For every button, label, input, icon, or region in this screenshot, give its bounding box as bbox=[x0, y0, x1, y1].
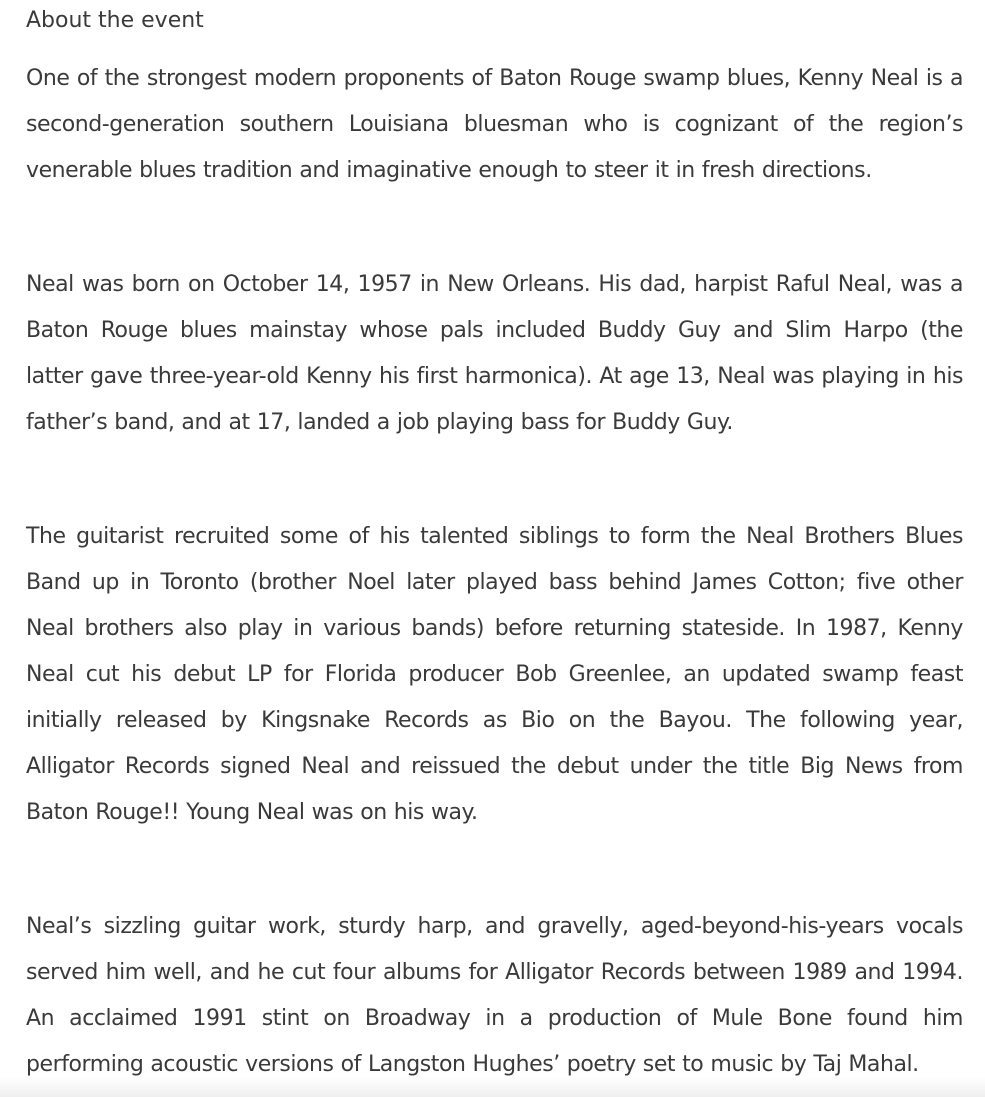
event-description bbox=[26, 0, 963, 1077]
bottom-shadow bbox=[0, 1077, 985, 1097]
paragraph-career-start: The guitarist recruited some of his talented siblings to form the Neal Brothers Blues Band up in Toronto (brother Noel later played bass behind James Cotton; five other Neal brothers also play in various bands) before returning stateside. In 1987, Kenny Neal cut his debut LP for Florida producer Bob Greenlee, an updated swamp feast initially released by Kingsnake Records as Bio on the Bayou. The following year, Alligator Records signed Neal and reissued the debut under the title Big News from Baton Rouge!! Young Neal was on his way. bbox=[26, 524, 963, 825]
paragraph-intro: One of the strongest modern proponents of Baton Rouge swamp blues, Kenny Neal is a second-generation southern Louisiana bluesman who is cognizant of the region’s venerable blues tradition and imaginative enough to steer it in fresh directions. bbox=[26, 66, 963, 183]
paragraph-early-life: Neal was born on October 14, 1957 in New Orleans. His dad, harpist Raful Neal, was a Baton Rouge blues mainstay whose pals included Buddy Guy and Slim Harpo (the latter gave three-year-old Kenny his first harmonica). At age 13, Neal was playing in his father’s band, and at 17, landed a job playing bass for Buddy Guy. bbox=[26, 272, 963, 435]
section-heading: About the event bbox=[26, 8, 204, 33]
paragraph-alligator-years: Neal’s sizzling guitar work, sturdy harp, and gravelly, aged-beyond-his-years vocals served him well, and he cut four albums for Alligator Records between 1989 and 1994. An acclaimed 1991 stint on Broadway in a production of Mule Bone found him performing acoustic versions of Langston Hughes’ poetry set to music by Taj Mahal. bbox=[26, 914, 963, 1077]
